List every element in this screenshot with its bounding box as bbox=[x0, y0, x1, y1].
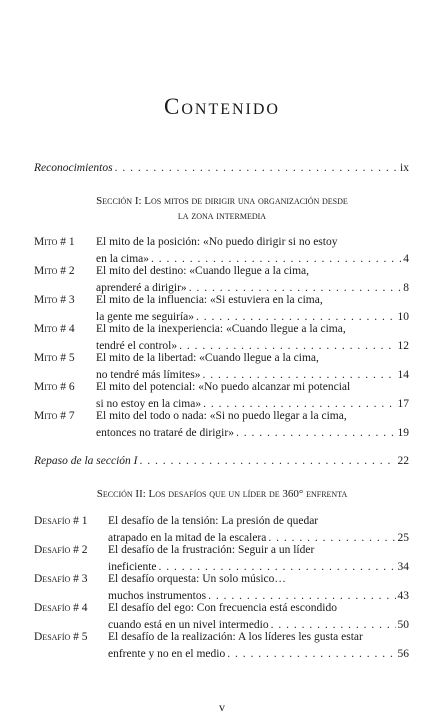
entry-line2: ineficiente bbox=[108, 560, 157, 573]
dot-leader bbox=[236, 425, 396, 442]
entry-tag: Mito # 4 bbox=[34, 323, 75, 335]
entry-line2: entonces no trataré de dirigir» bbox=[96, 426, 234, 439]
entry-line1: El desafío de la realización: A los líderes les gusta estar bbox=[108, 631, 363, 643]
entry-page: 25 bbox=[397, 531, 409, 544]
dot-leader bbox=[227, 646, 395, 663]
entry-line1: El mito de la posición: «No puedo dirigir si no estoy bbox=[96, 236, 338, 248]
entry-tag: Mito # 5 bbox=[34, 352, 75, 364]
entry-line2: enfrente y no en el medio bbox=[108, 647, 226, 660]
entry-page: 34 bbox=[397, 560, 409, 573]
section-1-review-label: Repaso de la sección I bbox=[34, 455, 138, 467]
entry-tag: Mito # 7 bbox=[34, 410, 75, 422]
entry-line2: muchos instrumentos bbox=[108, 589, 207, 602]
entry-line2: no tendré más límites» bbox=[96, 368, 201, 381]
section-1-review-entry bbox=[34, 455, 409, 467]
entry-tag: Mito # 1 bbox=[34, 236, 75, 248]
entry-tag: Desafío # 1 bbox=[34, 515, 88, 527]
entry-line1: El mito del potencial: «No puedo alcanzar mi potencial bbox=[96, 381, 351, 393]
entry-page: 8 bbox=[403, 281, 409, 294]
page-title: Contenido bbox=[164, 94, 280, 119]
entry-page: 14 bbox=[397, 368, 409, 381]
entry-page: 12 bbox=[397, 339, 409, 352]
entry-tag: Mito # 2 bbox=[34, 265, 75, 277]
section-1-heading bbox=[40, 194, 404, 224]
entry-page: 50 bbox=[397, 618, 409, 631]
entry-line2: si no estoy en la cima» bbox=[96, 397, 202, 410]
entry-line2: aprenderé a dirigir» bbox=[96, 281, 187, 294]
entry-tag: Desafío # 2 bbox=[34, 544, 88, 556]
entry-tag: Desafío # 3 bbox=[34, 573, 88, 585]
section-1-heading-line2: la zona intermedia bbox=[177, 210, 267, 222]
acknowledgments-label: Reconocimientos bbox=[34, 162, 113, 174]
entry-page: 17 bbox=[397, 397, 409, 410]
acknowledgments-entry bbox=[34, 162, 409, 174]
entry-line1: El mito del destino: «Cuando llegue a la cima, bbox=[96, 265, 310, 277]
entry-line1: El desafío orquesta: Un solo músico… bbox=[108, 573, 286, 585]
entry-line1: El desafío de la tensión: La presión de quedar bbox=[108, 515, 319, 527]
entry-line1: El desafío de la frustración: Seguir a un líder bbox=[108, 544, 315, 556]
entry-line2: cuando está en un nivel intermedio bbox=[108, 618, 269, 631]
entry-page: 56 bbox=[397, 647, 409, 660]
entry-page: 4 bbox=[403, 252, 409, 265]
section-1-review-page: 22 bbox=[397, 455, 409, 467]
entry-page: 19 bbox=[397, 426, 409, 439]
dot-leader bbox=[115, 162, 398, 174]
entry-line1: El mito de la libertad: «Cuando llegue a la cima, bbox=[96, 352, 319, 364]
entry-line2: la gente me seguiría» bbox=[96, 310, 195, 323]
dot-leader bbox=[139, 455, 395, 467]
acknowledgments-page: ix bbox=[400, 162, 409, 174]
entry-tag: Mito # 6 bbox=[34, 381, 75, 393]
entry-line1: El mito de la inexperiencia: «Cuando llegue a la cima, bbox=[96, 323, 346, 335]
entry-line2: en la cima» bbox=[96, 252, 150, 265]
entry-page: 43 bbox=[397, 589, 409, 602]
entry-line1: El desafío del ego: Con frecuencia está escondido bbox=[108, 602, 337, 614]
entry-line1: El mito de la influencia: «Si estuviera en la cima, bbox=[96, 294, 323, 306]
entry-line1: El mito del todo o nada: «Si no puedo llegar a la cima, bbox=[96, 410, 347, 422]
entry-page: 10 bbox=[397, 310, 409, 323]
entry-tag: Desafío # 4 bbox=[34, 602, 88, 614]
section-2-heading: Sección II: Los desafíos que un líder de 360° enfrenta bbox=[96, 488, 348, 500]
entry-tag: Desafío # 5 bbox=[34, 631, 88, 643]
page-number: v bbox=[219, 700, 225, 714]
entry-tag: Mito # 3 bbox=[34, 294, 75, 306]
entry-line2: tendré el control» bbox=[96, 339, 178, 352]
entry-line2: atrapado en la mitad de la escalera bbox=[108, 531, 267, 544]
section-1-heading-line1: Sección I: Los mitos de dirigir una organización desde bbox=[96, 195, 348, 207]
